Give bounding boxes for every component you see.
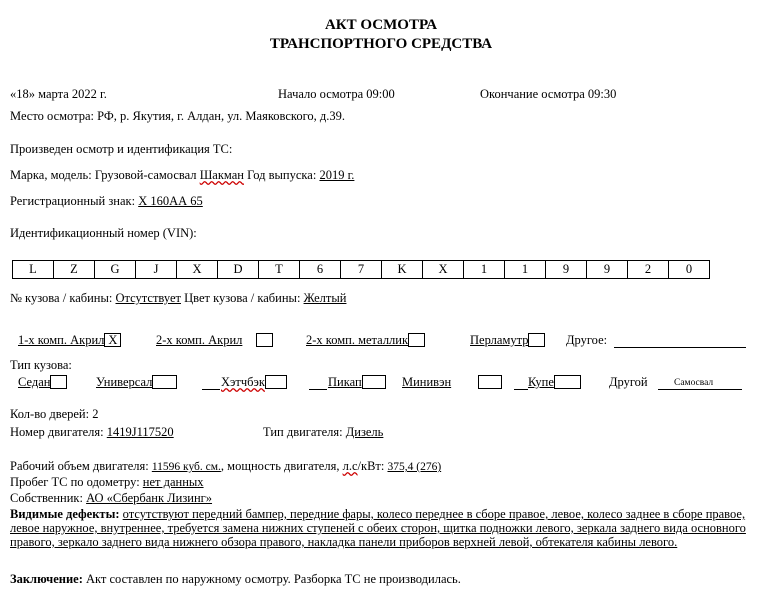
defects-label: Видимые дефекты: <box>10 507 120 521</box>
vin-cell: 1 <box>464 261 505 279</box>
paint-option-4-checkbox[interactable] <box>528 333 545 347</box>
vin-cell: 2 <box>628 261 669 279</box>
body-type-pickup-label: Пикап <box>328 375 362 389</box>
body-type-universal-checkbox[interactable] <box>152 375 177 389</box>
registration-label: Регистрационный знак: <box>10 194 139 208</box>
vin-cell: T <box>259 261 300 279</box>
vin-cell: 0 <box>669 261 710 279</box>
body-type-minivan-label: Минивэн <box>402 375 452 389</box>
registration-line <box>10 194 203 208</box>
body-number-label: № кузова / кабины: <box>10 291 116 305</box>
power-value: 375,4 (276) <box>387 461 442 473</box>
doors-count: Кол-во дверей: 2 <box>10 407 99 421</box>
coupe-underline-prefix <box>514 389 528 390</box>
engine-type-line <box>263 425 383 439</box>
owner-label: Собственник: <box>10 491 87 505</box>
body-type-minivan-checkbox[interactable] <box>478 375 502 389</box>
volume-value: 11596 куб. см. <box>151 461 221 473</box>
paint-option-4 <box>470 333 545 347</box>
engine-volume-line <box>10 459 441 474</box>
body-type-universal-label: Универсал <box>96 375 153 389</box>
vin-cell: K <box>382 261 423 279</box>
power-unit-kw: /кВт: <box>357 459 388 473</box>
body-type-other-label: Другой <box>609 375 648 389</box>
owner-line <box>10 491 212 505</box>
body-type-coupe <box>528 375 581 389</box>
vin-cell: Z <box>54 261 95 279</box>
model-label: Марка, модель: Грузовой-самосвал <box>10 168 200 182</box>
defects-text: отсутствуют передний бампер, передние фары, колесо переднее в сборе правое, левое, колесо заднее в сборе правое, левое наружное, внутреннее, требуется замена нижних ступеней с обеих сторон, щитка подножки левого, зеркала заднего вида основного правого, зеркало заднего вида нижнего обзора правого, накладка панели приборов верхней левой, обтекателя кабины левого. <box>10 507 746 549</box>
vin-cell: J <box>136 261 177 279</box>
mileage-label: Пробег ТС по одометру: <box>10 475 143 489</box>
paint-option-4-label: Перламутр <box>470 333 529 347</box>
defects-paragraph <box>10 507 756 549</box>
color-label: Цвет кузова / кабины: <box>180 291 304 305</box>
volume-label: Рабочий объем двигателя: <box>10 459 152 473</box>
pickup-underline-prefix <box>309 389 327 390</box>
engine-type-value: Дизель <box>345 425 384 439</box>
vin-cell: D <box>218 261 259 279</box>
engine-number-label: Номер двигателя: <box>10 425 107 439</box>
vin-cell: 9 <box>546 261 587 279</box>
inspection-start: Начало осмотра 09:00 <box>278 87 395 101</box>
body-type-minivan <box>402 375 451 389</box>
body-type-pickup <box>328 375 386 389</box>
vin-cell: G <box>95 261 136 279</box>
body-type-other-value: Самосвал <box>674 378 714 388</box>
color-value: Желтый <box>303 291 347 305</box>
vin-cell: 1 <box>505 261 546 279</box>
vin-cell: 9 <box>587 261 628 279</box>
vin-cell: L <box>13 261 54 279</box>
body-number-value: Отсутствует <box>115 291 181 305</box>
body-type-coupe-label: Купе <box>528 375 554 389</box>
vin-cell: 7 <box>341 261 382 279</box>
paint-option-2-label: 2-х комп. Акрил <box>156 333 243 347</box>
body-type-other-underline <box>658 389 742 390</box>
vin-cell: X <box>177 261 218 279</box>
year-label: Год выпуска: <box>243 168 320 182</box>
paint-option-1-checkbox[interactable]: Х <box>104 333 121 347</box>
paint-other-field[interactable] <box>614 347 746 348</box>
mileage-value: нет данных <box>142 475 204 489</box>
power-unit: л.с <box>342 459 358 473</box>
model-brand: Шакман <box>199 168 244 182</box>
body-type-sedan-label: Седан <box>18 375 51 389</box>
registration-value: Х 160АА 65 <box>138 194 203 208</box>
mileage-line <box>10 475 204 489</box>
body-type-hatch-label: Хэтчбэк <box>221 375 265 389</box>
owner-value: АО «Сбербанк Лизинг» <box>86 491 213 505</box>
body-type-other <box>609 375 648 389</box>
paint-option-1-label: 1-х комп. Акрил <box>18 333 105 347</box>
paint-option-2 <box>156 333 273 347</box>
engine-type-label: Тип двигателя: <box>263 425 346 439</box>
paint-option-3 <box>306 333 425 347</box>
body-type-sedan <box>18 375 67 389</box>
document-title-line1: АКТ ОСМОТРА <box>324 17 438 33</box>
conclusion-text: Акт составлен по наружному осмотру. Разборка ТС не производилась. <box>82 572 461 586</box>
document-title-line2: ТРАНСПОРТНОГО СРЕДСТВА <box>269 36 493 52</box>
vin-cell: X <box>423 261 464 279</box>
hatch-underline-prefix <box>202 389 220 390</box>
identification-heading: Произведен осмотр и идентификация ТС: <box>10 142 233 156</box>
paint-option-other <box>566 333 607 347</box>
inspection-place: Место осмотра: РФ, р. Якутия, г. Алдан, ул. Маяковского, д.39. <box>10 109 346 123</box>
body-type-universal <box>96 375 177 389</box>
paint-option-3-label: 2-х комп. металлик <box>306 333 409 347</box>
vin-cell: 6 <box>300 261 341 279</box>
body-type-sedan-checkbox[interactable] <box>50 375 67 389</box>
body-type-label: Тип кузова: <box>10 358 72 372</box>
paint-option-3-checkbox[interactable] <box>408 333 425 347</box>
body-type-coupe-checkbox[interactable] <box>554 375 581 389</box>
paint-option-other-label: Другое: <box>566 333 608 347</box>
body-type-pickup-checkbox[interactable] <box>362 375 386 389</box>
vin-table <box>12 260 710 279</box>
paint-option-1 <box>18 333 121 347</box>
paint-option-2-checkbox[interactable] <box>256 333 273 347</box>
power-label: , мощность двигателя, <box>220 459 343 473</box>
body-color-line <box>10 291 346 305</box>
year-value: 2019 г. <box>319 168 355 182</box>
body-type-hatch <box>221 375 287 389</box>
conclusion-label: Заключение: <box>10 572 83 586</box>
body-type-hatch-checkbox[interactable] <box>265 375 287 389</box>
engine-number-value: 1419J117520 <box>106 425 174 439</box>
conclusion-line <box>10 572 461 586</box>
vehicle-model-line <box>10 168 354 182</box>
inspection-end: Окончание осмотра 09:30 <box>480 87 617 101</box>
inspection-date: «18» марта 2022 г. <box>10 87 107 101</box>
engine-number-line <box>10 425 174 439</box>
vin-label: Идентификационный номер (VIN): <box>10 226 197 240</box>
